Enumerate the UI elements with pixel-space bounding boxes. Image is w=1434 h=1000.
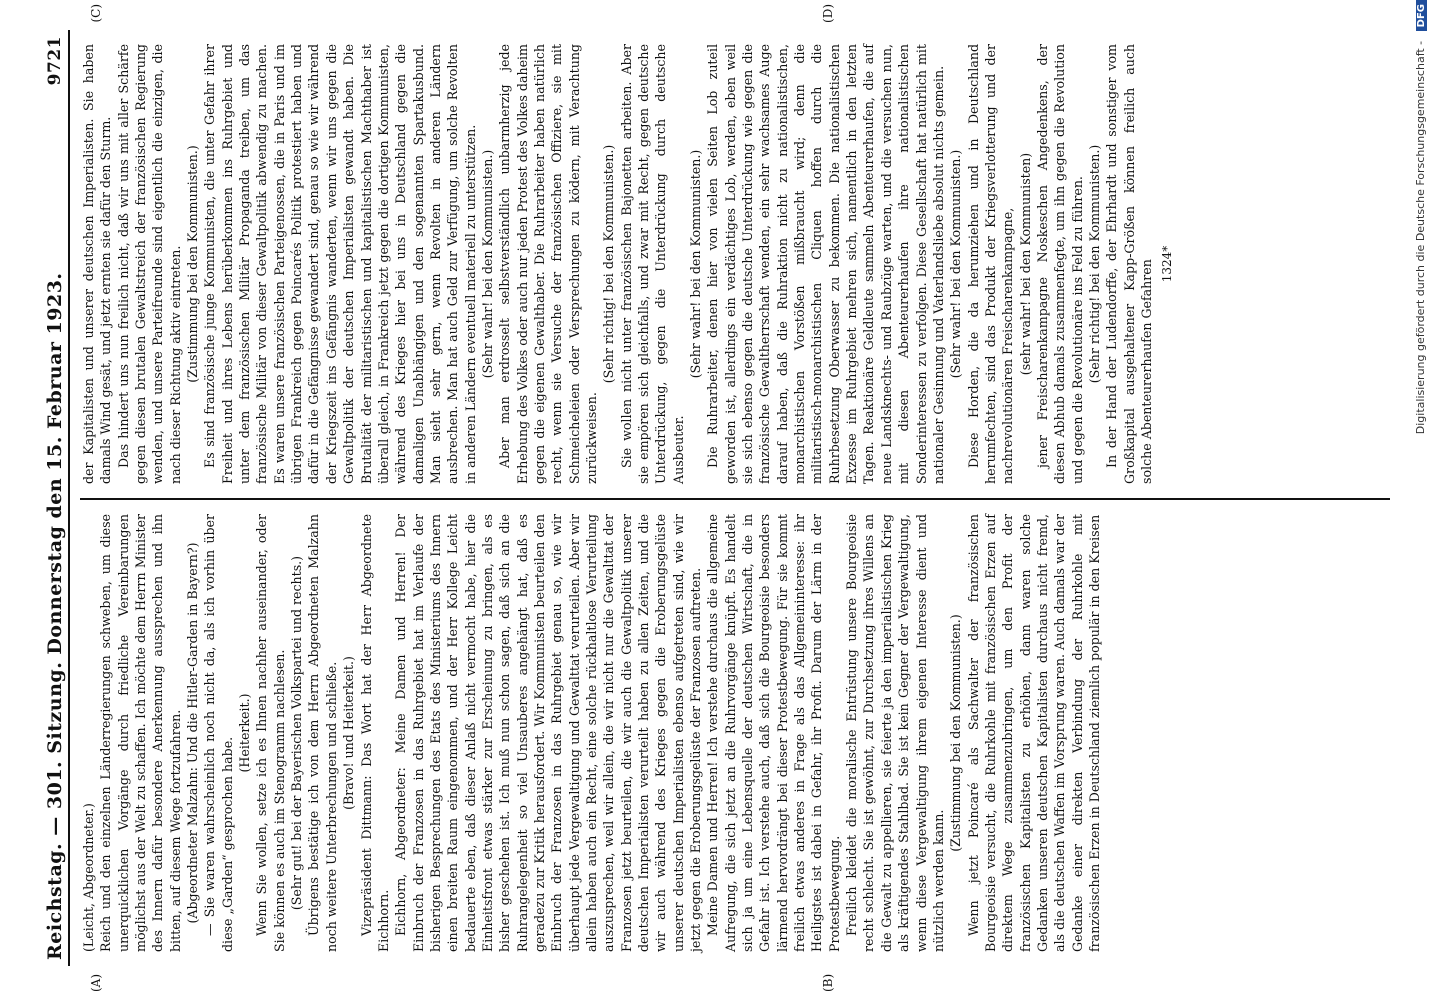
paragraph: Es sind französische junge Kommunisten, die unter Gefahr ihrer Freiheit und ihres Lebens herüberkommen ins Ruhrgebiet und unter dem französischen Militär Propaganda treiben, um das französische Militär von dieser Gewaltpolitik abwendig zu machen. Es waren unsere französischen Parteigenossen, die in Paris und im übrigen Frankreich gegen Poincarés Politik protestiert haben und dafür in die Gefängnisse gewandert sind, genau so wie wir während der Kriegszeit ins Gefängnis wanderten, wenn wir uns gegen die Gewaltpolitik der deutschen Imperialisten gewandt haben. Die Brutalität der militaristischen und kapitalistischen Machthaber ist überall gleich, in Frankreich jetzt gegen die dortigen Kommunisten, während des Krieges hier bei uns in Deutschland gegen die damaligen Unabhängigen und den sogenannten Spartakusbund. Man sieht sehr gern, wenn Revolten in anderen Ländern ausbrechen. Man hat auch Geld zur Verfügung, um solche Revolten in anderen Ländern eventuell materiell zu unterstützen. xyxy=(202,44,478,484)
paragraph: Freilich kleidet die moralische Entrüstung unsere Bourgeoisie recht schlecht. Sie ist gewöhnt, zur Durchsetzung ihres Willens an die Gewalt zu appellieren, sie feierte ja den imperialistischen Krieg als kräftigendes Stahlbad. Sie ist kein Gegner der Vergewaltigung, wenn diese Vergewaltigung ihrem eigenen Interesse dient und nützlich werden kann. xyxy=(844,514,946,952)
left-column xyxy=(80,498,1390,966)
paragraph: der Kapitalisten und unserer deutschen Imperialisten. Sie haben damals Wind gesät, und jetzt ernten sie dafür den Sturm. xyxy=(81,44,114,484)
paragraph: Die Ruhrarbeiter, denen hier von vielen Seiten Lob zuteil geworden ist, allerdings ein verdächtiges Lob, werden, eben weil sie sich ebenso gegen die deutsche Unterdrückung wie gegen die französische Gewaltherrschaft wenden, ein sehr wachsames Auge darauf haben, daß die Ruhraktion nicht zu nationalistischen, monarchistischen Vorstößen mißbraucht wird; denn die militaristisch-monarchistischen Cliquen hoffen durch die Ruhrbesetzung Oberwasser zu bekommen. Die nationalistischen Exzesse im Ruhrgebiet mehren sich, namentlich in den letzten Tagen. Reaktionäre Geldleute sammeln Abenteurerhaufen, die auf neue Landsknechts- und Raubzüge warten, und die versuchen nun, mit diesen Abenteurerhaufen ihre nationalistischen Sonderinteressen zu verfolgen. Diese Gesellschaft hat natürlich mit nationaler Gesinnung und Vaterlandsliebe absolut nichts gemein. xyxy=(705,44,946,484)
interjection: (Zustimmung bei den Kommunisten.) xyxy=(185,145,201,383)
interjection: (Bravo! und Heiterkeit.) xyxy=(341,656,357,810)
right-column xyxy=(80,30,1390,498)
paragraph: Sie wollen nicht unter französischen Bajonetten arbeiten. Aber sie empören sich gleichfalls, und zwar mit Recht, gegen deutsche Unterdrückung, gegen die Unterdrückung durch deutsche Ausbeuter. xyxy=(618,44,686,484)
interjection: (Sehr wahr! bei den Kommunisten.) xyxy=(688,149,704,379)
paragraph: jener Freischarenkampagne Noskeschen Angedenkens, der diesen Abhub damals zusammenfegte, um ihn gegen die Revolution und gegen die Revolutionäre ins Feld zu führen. xyxy=(1034,44,1085,484)
paragraph: Das hindert uns nun freilich nicht, daß wir uns mit aller Schärfe gegen diesen brutalen Gewaltstreich der französischen Regierung wenden, und unsere Parteifreunde sind eigentlich die einzigen, die nach dieser Richtung aktiv eintreten. xyxy=(115,44,183,484)
paragraph: Wenn Sie wollen, setze ich es Ihnen nachher auseinander, oder Sie können es auch im Stenogramm nachlesen. xyxy=(254,514,287,952)
interjection: (Sehr wahr! bei den Kommunisten.) xyxy=(479,149,495,379)
margin-marker-c: (C) xyxy=(89,4,103,23)
paragraph: Reich und den einzelnen Länderregierungen schweben, um diese unerquicklichen Vorgänge durch friedliche Vereinbarungen möglichst aus der Welt zu schaffen. Ich möchte dem Herrn Minister des Innern dafür besondere Anerkennung aussprechen und ihn bitten, auf diesem Wege fortzufahren. xyxy=(98,514,183,952)
paragraph: Übrigens bestätige ich von dem Herrn Abgeordneten Malzahn noch weitere Unterbrechungen und schließe. xyxy=(306,514,339,952)
paragraph: Wenn jetzt Poincaré als Sachwalter der französischen Bourgeoisie versucht, die Ruhrkohle mit französischen Erzen auf direktem Wege zusammenzubringen, um den Profit der französischen Kapitalisten zu erhöhen, dann waren solche Gedanken unseren deutschen Kapitalisten durchaus nicht fremd, als die deutschen Waffen im Vorsprung waren. Auch damals war der Gedanke einer direkten Verbindung der Ruhrkohle mit französischen Erzen in Deutschland ziemlich populär in den Kreisen xyxy=(965,514,1102,952)
interjection: (Zustimmung bei den Kommunisten.) xyxy=(948,614,964,852)
paragraph: Meine Damen und Herren! Ich verstehe durchaus die allgemeine Aufregung, die sich jetzt an die Ruhrvorgänge knüpft. Es handelt sich ja um eine Lebensquelle der deutschen Wirtschaft, die in Gefahr ist. Ich verstehe auch, daß sich die Bourgeoisie besonders lärmend hervordrängt bei dieser Protestbewegung. Für sie kommt freilich etwas anderes in Frage als das Allgemeininteresse: ihr Heiligstes ist dabei in Gefahr, ihr Profit. Darum der Lärm in der Protestbewegung. xyxy=(705,514,842,952)
digitization-note xyxy=(1400,0,1434,1000)
digitization-note-text: Digitalisierung gefördert durch die Deutsche Forschungsgemeinschaft - xyxy=(1414,40,1427,435)
paragraph: Eichhorn, Abgeordneter: Meine Damen und Herren! Der Einbruch der Franzosen in das Ruhrgebiet hat im Verlaufe der bisherigen Besprechungen des Etats des Ministeriums des Innern einen breiten Raum eingenommen, und der Herr Kollege Leicht bedauerte eben, daß dieser Anlaß nicht vermocht habe, hier die Einheitsfront etwas stärker zur Erscheinung zu bringen, als es bisher geschehen ist. Ich muß nun schon sagen, daß sich an die Ruhrangelegenheit so viel Unsauberes angehängt hat, daß es geradezu zur Kritik herausfordert. Wir Kommunisten beurteilen den Einbruch der Franzosen in das Ruhrgebiet genau so, wie wir überhaupt jede Vergewaltigung und Gewalttat verurteilen. Aber wir allein haben auch ein Recht, eine solche rückhaltlose Verurteilung auszusprechen, weil wir allein, die wir nicht nur die Gewalttat der Franzosen jetzt beurteilen, die wir auch die Gewaltpolitik unserer deutschen Imperialisten verurteilt haben zu allen Zeiten, und die wir auch während des Krieges gegen die Eroberungsgelüste unserer deutschen Imperialisten ebenso aufgetreten sind, wie wir jetzt gegen die Eroberungsgelüste der Franzosen auftreten. xyxy=(393,514,704,952)
paragraph: (Leicht, Abgeordneter.) xyxy=(81,803,96,952)
page-number: 9721 xyxy=(44,36,65,86)
page-header xyxy=(28,30,70,966)
interjection: (Sehr gut! bei der Bayerischen Volkspartei und rechts.) xyxy=(289,555,305,911)
paragraph: — Sie waren wahrscheinlich noch nicht da, als ich vorhin über diese „Garden“ gesprochen habe. xyxy=(202,514,235,952)
sheet-signature: 1324* xyxy=(1160,245,1175,283)
paragraph: In der Hand der Ludendorffe, der Ehrhardt und sonstiger vom Großkapital ausgehaltener Kapp-Größen können freilich auch solche Abenteurerhaufen Gefahren xyxy=(1104,44,1154,484)
paragraph: Diese Horden, die da herumziehen und in Deutschland herumfechten, sind das Produkt der Kriegsverlotterung und der nachrevolutionären Freischarenkampagne, xyxy=(965,44,1016,484)
interjection: (Heiterkeit.) xyxy=(237,693,253,773)
interjection: (sehr wahr! bei den Kommunisten) xyxy=(1017,152,1033,376)
interjection: (Sehr wahr! bei den Kommunisten.) xyxy=(948,149,964,379)
interjection: (Sehr richtig! bei den Kommunisten.) xyxy=(1086,144,1102,384)
page-header-title: Reichstag. — 301. Sitzung. Donnerstag den 15. Februar 1923. xyxy=(43,272,66,960)
interjection: (Sehr richtig! bei den Kommunisten.) xyxy=(601,144,617,384)
text-columns xyxy=(80,4,1390,992)
margin-marker-d: (D) xyxy=(821,4,835,23)
dfg-logo: DFG xyxy=(1416,0,1427,31)
interjection: (Abgeordneter Malzahn: Und die Hitler-Garden in Bayern?) xyxy=(185,542,201,924)
margin-marker-a: (A) xyxy=(89,973,103,992)
paragraph: Aber man erdrosselt selbstverständlich unbarmherzig jede Erhebung des Volkes oder auch nur jeden Protest des Volkes daheim gegen die eigenen Gewalthaber. Die Ruhrarbeiter haben natürlich recht, wenn sie Versuche der französischen Offiziere, sie mit Schmeicheleien oder Versprechungen zu ködern, mit Verachtung zurückweisen. xyxy=(497,44,599,484)
margin-marker-b: (B) xyxy=(821,973,835,992)
paragraph: Vizepräsident Dittmann: Das Wort hat der Herr Abgeordnete Eichhorn. xyxy=(358,514,391,952)
